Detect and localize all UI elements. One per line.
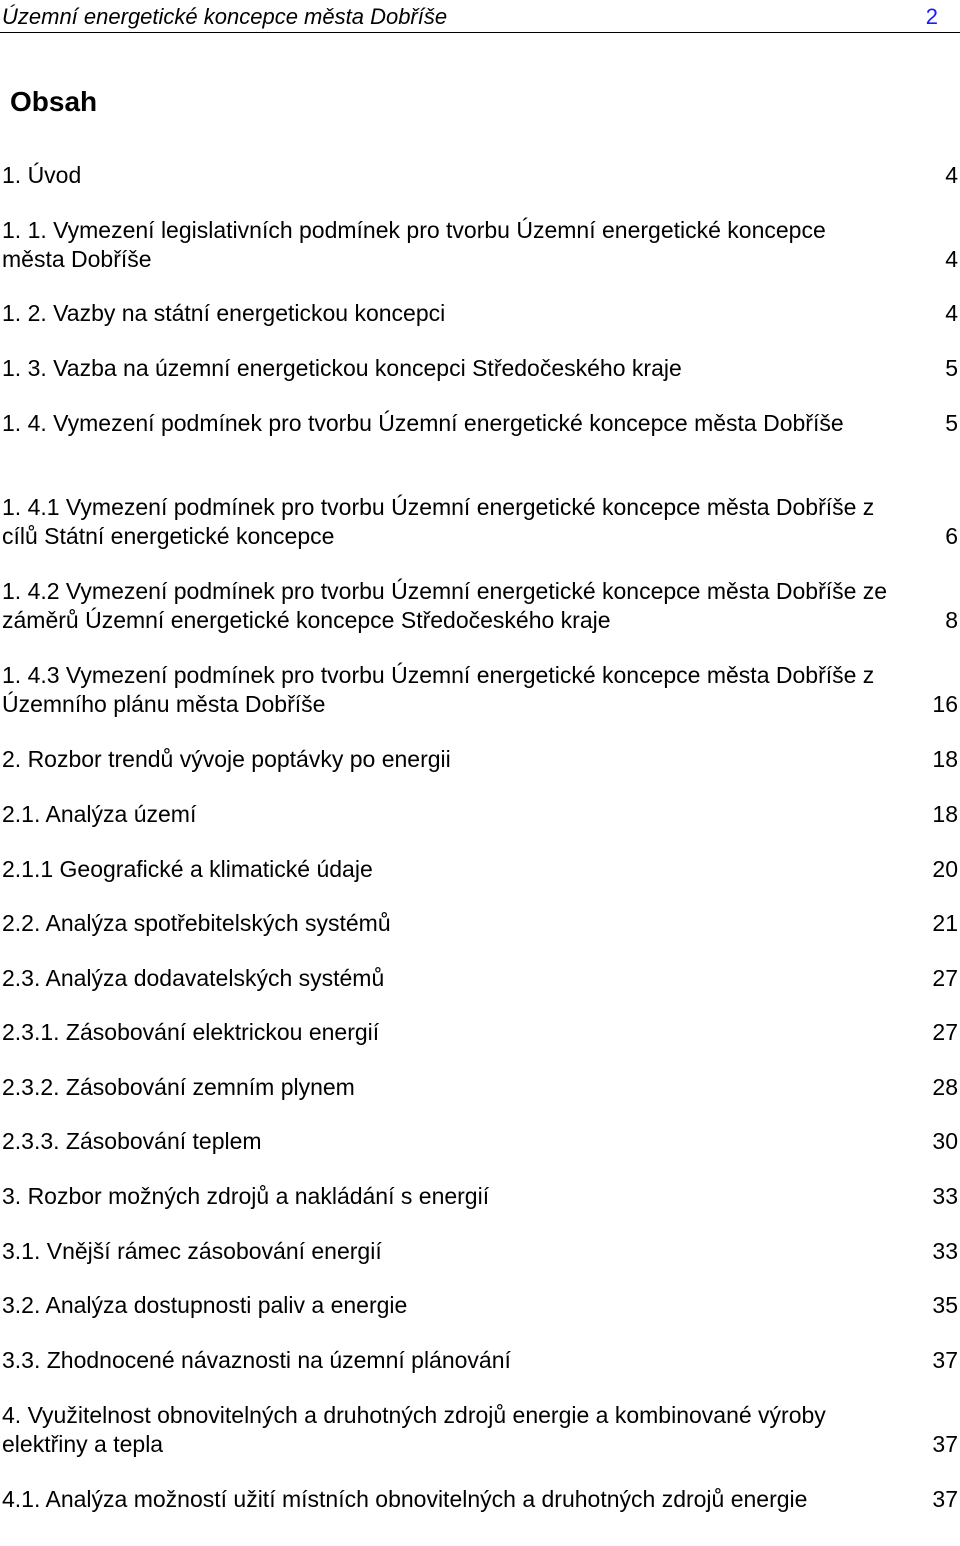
toc-entry-page: 27	[932, 965, 958, 991]
toc-entry-title: 4.1. Analýza možností užití místních obnovitelných a druhotných zdrojů energie	[2, 1486, 808, 1512]
toc-entry-page: 4	[945, 246, 958, 272]
toc-entry-title: 3.1. Vnější rámec zásobování energií	[2, 1238, 382, 1264]
toc-entry-title: 2.3.3. Zásobování teplem	[2, 1128, 262, 1154]
toc-entry[interactable]	[2, 964, 958, 993]
toc-entry[interactable]	[2, 800, 958, 829]
toc-entry-title: 2.1.1 Geografické a klimatické údaje	[2, 856, 373, 882]
toc-entry[interactable]	[2, 216, 958, 274]
toc-entry-title: 4. Využitelnost obnovitelných a druhotných zdrojů energie a kombinované výroby elektřiny a tepla	[2, 1402, 826, 1457]
toc-entry[interactable]	[2, 1291, 958, 1320]
toc-entry-title: 2. Rozbor trendů vývoje poptávky po energii	[2, 746, 451, 772]
toc-entry-page: 30	[932, 1128, 958, 1154]
toc-entry-page: 18	[932, 801, 958, 827]
toc-entry-title: 1. 4.3 Vymezení podmínek pro tvorbu Územní energetické koncepce města Dobříše z Územního plánu města Dobříše	[2, 662, 875, 717]
toc-entry[interactable]	[2, 1485, 958, 1514]
document-title: Územní energetické koncepce města Dobříše	[2, 4, 448, 29]
toc-entry-page: 6	[945, 523, 958, 549]
toc-entry[interactable]	[2, 1346, 958, 1375]
toc-entry-page: 37	[932, 1431, 958, 1457]
toc-entry[interactable]	[2, 1018, 958, 1047]
toc-entry[interactable]	[2, 161, 958, 190]
toc-entry[interactable]	[2, 409, 958, 438]
toc-entry-title: 1. 4.2 Vymezení podmínek pro tvorbu Územní energetické koncepce města Dobříše ze záměrů Územní energetické koncepce Středočeského kraje	[2, 578, 888, 633]
toc-entry-title: 3.3. Zhodnocené návaznosti na územní plánování	[2, 1347, 511, 1373]
toc-entry[interactable]	[2, 909, 958, 938]
toc-entry-page: 20	[932, 856, 958, 882]
toc-entry-title: 1. 2. Vazby na státní energetickou koncepci	[2, 300, 446, 326]
toc-entry-page: 4	[945, 162, 958, 188]
toc-entry-title: 1. 4.1 Vymezení podmínek pro tvorbu Územní energetické koncepce města Dobříše z cílů Státní energetické koncepce	[2, 494, 875, 549]
toc-entry[interactable]	[2, 299, 958, 328]
toc-entry-title: 2.3. Analýza dodavatelských systémů	[2, 965, 385, 991]
toc-entry-page: 27	[932, 1019, 958, 1045]
toc-entry[interactable]	[2, 1401, 958, 1459]
toc-entry[interactable]	[2, 1237, 958, 1266]
toc-entry-title: 2.3.1. Zásobování elektrickou energií	[2, 1019, 380, 1045]
toc-heading: Obsah	[10, 86, 98, 117]
toc-entry-title: 2.2. Analýza spotřebitelských systémů	[2, 910, 391, 936]
toc-entry-title: 3. Rozbor možných zdrojů a nakládání s energií	[2, 1183, 490, 1209]
toc-entry-page: 5	[945, 410, 958, 436]
toc-entry-page: 8	[945, 607, 958, 633]
toc-entry[interactable]	[2, 493, 958, 551]
toc-entry-title: 1. 3. Vazba na územní energetickou koncepci Středočeského kraje	[2, 355, 682, 381]
toc-entry-page: 37	[932, 1347, 958, 1373]
toc-entry-page: 5	[945, 355, 958, 381]
toc-entry[interactable]	[2, 661, 958, 719]
toc-entry-title: 3.2. Analýza dostupnosti paliv a energie	[2, 1292, 408, 1318]
toc-entry-page: 33	[932, 1183, 958, 1209]
toc-entry-page: 35	[932, 1292, 958, 1318]
toc-entry-title: 2.3.2. Zásobování zemním plynem	[2, 1074, 355, 1100]
header-page-number: 2	[925, 4, 938, 29]
toc-entry-page: 18	[932, 746, 958, 772]
toc-entry[interactable]	[2, 577, 958, 635]
toc-entry-title: 1. Úvod	[2, 162, 82, 188]
toc-entry-page: 28	[932, 1074, 958, 1100]
toc-entry-title: 1. 1. Vymezení legislativních podmínek pro tvorbu Územní energetické koncepce města Dobříše	[2, 217, 826, 272]
toc-entry[interactable]	[2, 1073, 958, 1102]
toc-entry-page: 37	[932, 1486, 958, 1512]
toc-entry-page: 21	[932, 910, 958, 936]
toc-entry-page: 4	[945, 300, 958, 326]
toc-entry-title: 1. 4. Vymezení podmínek pro tvorbu Územní energetické koncepce města Dobříše	[2, 410, 844, 436]
toc-entry[interactable]	[2, 1127, 958, 1156]
toc-entry-page: 16	[932, 691, 958, 717]
toc-entry[interactable]	[2, 745, 958, 774]
toc-entry-page: 33	[932, 1238, 958, 1264]
toc-entry[interactable]	[2, 1182, 958, 1211]
toc-entry[interactable]	[2, 354, 958, 383]
page-header	[0, 2, 960, 33]
toc-entry-title: 2.1. Analýza území	[2, 801, 197, 827]
toc-entry[interactable]	[2, 855, 958, 884]
